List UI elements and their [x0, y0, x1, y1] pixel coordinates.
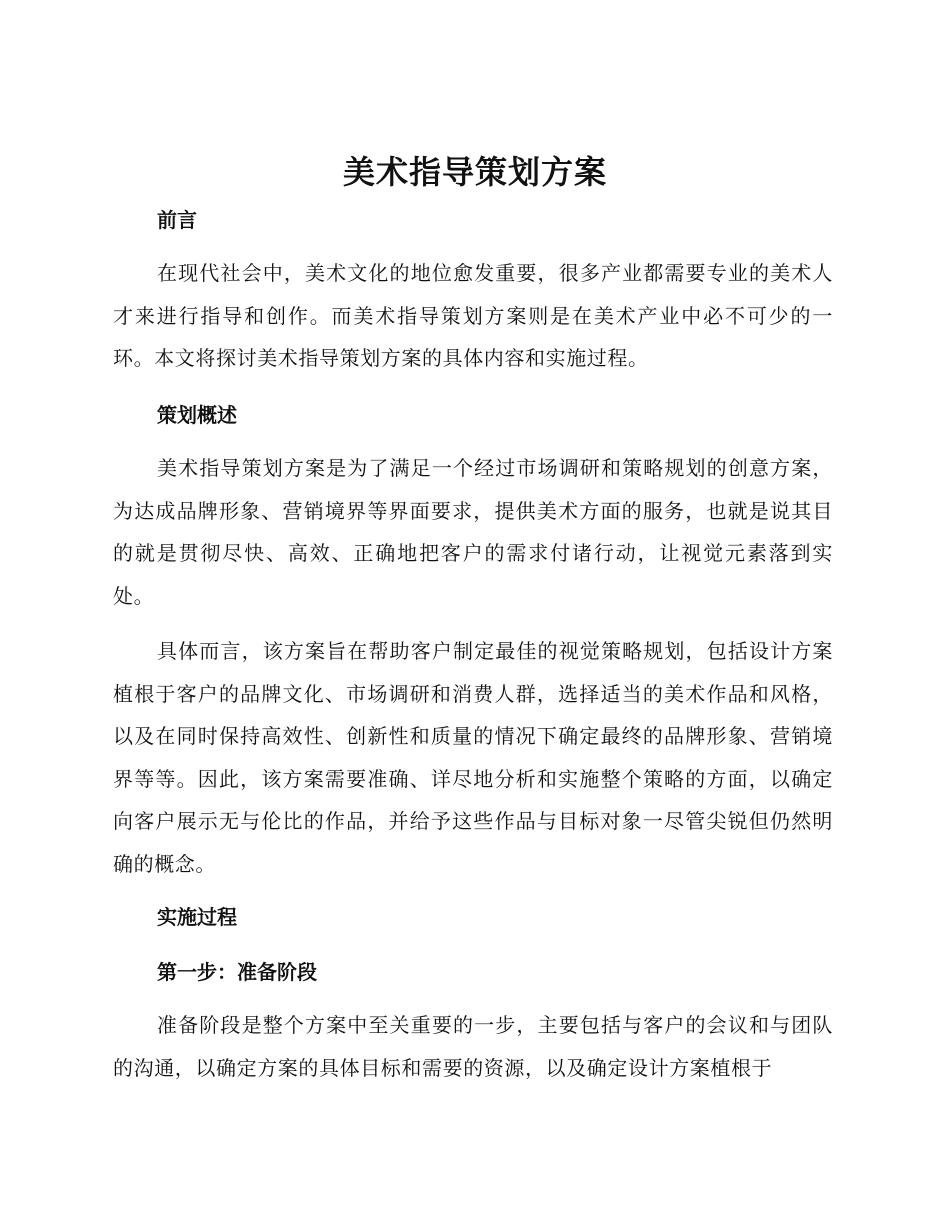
- document-title: 美术指导策划方案: [342, 153, 607, 191]
- section-heading-implementation: 实施过程: [157, 905, 237, 929]
- section-heading-preface: 前言: [157, 208, 197, 232]
- subsection-heading-step-1: 第一步：准备阶段: [157, 960, 317, 984]
- preface-paragraph: 在现代社会中，美术文化的地位愈发重要，很多产业都需要专业的美术人才来进行指导和创作。而美术指导策划方案则是在美术产业中必不可少的一环。本文将探讨美术指导策划方案的具体内容和实施过程。: [113, 261, 833, 370]
- overview-paragraph-2: 具体而言，该方案旨在帮助客户制定最佳的视觉策略规划，包括设计方案植根于客户的品牌文化、市场调研和消费人群，选择适当的美术作品和风格，以及在同时保持高效性、创新性和质量的情况下确定最终的品牌形象、营销境界等等。因此，该方案需要准确、详尽地分析和实施整个策略的方面，以确定向客户展示无与伦比的作品，并给予这些作品与目标对象一尽管尖锐但仍然明确的概念。: [113, 639, 833, 876]
- overview-paragraph-1: 美术指导策划方案是为了满足一个经过市场调研和策略规划的创意方案，为达成品牌形象、营销境界等界面要求，提供美术方面的服务，也就是说其目的就是贯彻尽快、高效、正确地把客户的需求付诸行动，让视觉元素落到实处。: [113, 456, 833, 608]
- section-heading-overview: 策划概述: [157, 403, 237, 427]
- step-1-paragraph: 准备阶段是整个方案中至关重要的一步，主要包括与客户的会议和与团队的沟通，以确定方案的具体目标和需要的资源，以及确定设计方案植根于: [113, 1013, 833, 1080]
